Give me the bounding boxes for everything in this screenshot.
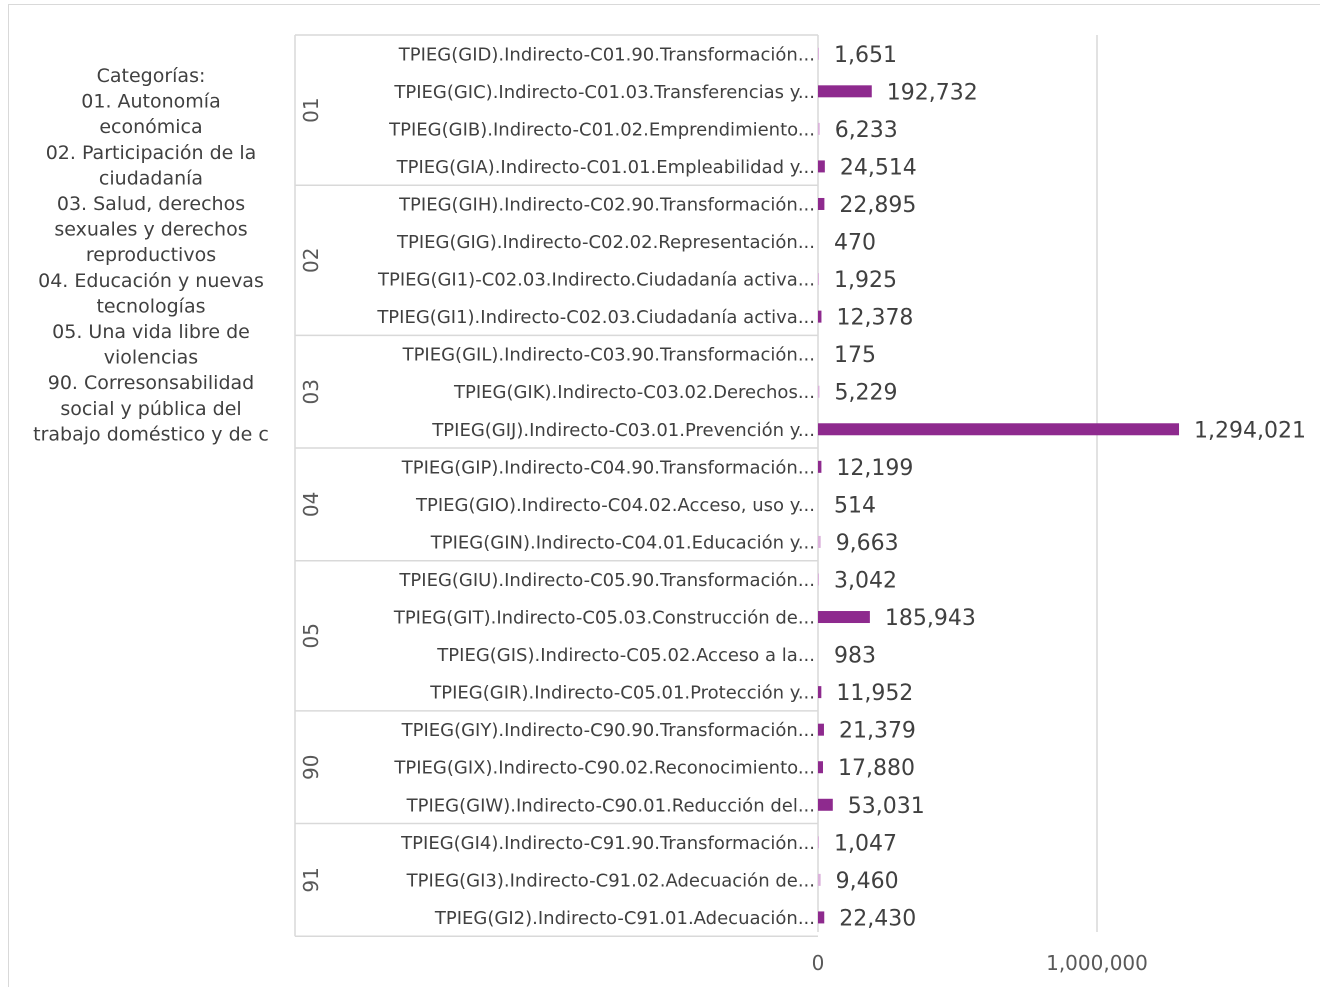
bar xyxy=(818,911,824,923)
bar xyxy=(818,386,819,398)
legend-line: tecnologías xyxy=(96,295,206,318)
category-label: TPIEG(GI1).Indirecto-C02.03.Ciudadanía activa... xyxy=(377,307,815,329)
legend-line: 05. Una vida libre de xyxy=(52,321,250,343)
group-label: 05 xyxy=(299,623,323,649)
category-label: TPIEG(GIJ).Indirecto-C03.01.Prevención y... xyxy=(432,419,815,441)
legend-line: 03. Salud, derechos xyxy=(56,193,246,215)
bar xyxy=(818,85,872,97)
group-label: 03 xyxy=(299,378,323,405)
x-tick-label: 1,000,000 xyxy=(1046,951,1148,975)
data-label: 21,379 xyxy=(838,718,916,744)
data-label: 185,943 xyxy=(884,606,976,632)
legend-line: ciudadanía xyxy=(98,167,204,190)
category-label: TPIEG(GIP).Indirecto-C04.90.Transformación... xyxy=(401,457,815,479)
category-label: TPIEG(GIY).Indirecto-C90.90.Transformación... xyxy=(401,720,815,742)
bar xyxy=(818,724,824,736)
legend-line: sexuales y derechos xyxy=(54,218,248,241)
legend-line: 04. Educación y nuevas xyxy=(38,269,264,292)
category-label: TPIEG(GID).Indirecto-C01.90.Transformación... xyxy=(398,44,815,66)
bar xyxy=(818,123,820,135)
category-label: TPIEG(GIS).Indirecto-C05.02.Acceso a la... xyxy=(437,645,815,667)
data-label: 3,042 xyxy=(834,568,897,594)
data-label: 192,732 xyxy=(886,80,978,106)
data-label: 1,047 xyxy=(834,831,897,857)
data-label: 22,430 xyxy=(839,906,917,932)
data-label: 514 xyxy=(834,493,876,519)
data-label: 1,651 xyxy=(834,42,897,68)
data-label: 17,880 xyxy=(837,756,915,782)
value-labels xyxy=(834,43,1306,932)
category-label: TPIEG(GI1)-C02.03.Indirecto.Ciudadanía activa... xyxy=(377,269,815,291)
category-label: TPIEG(GIX).Indirecto-C90.02.Reconocimiento... xyxy=(394,757,815,779)
data-label: 1,925 xyxy=(834,268,897,294)
category-label: TPIEG(GIH).Indirecto-C02.90.Transformación... xyxy=(399,194,815,216)
data-label: 9,460 xyxy=(835,868,899,894)
group-label: 02 xyxy=(299,247,323,274)
category-label: TPIEG(GIL).Indirecto-C03.90.Transformación... xyxy=(402,344,815,366)
categories-legend xyxy=(33,65,269,445)
group-label: 91 xyxy=(299,867,323,893)
legend-line: violencias xyxy=(103,346,199,369)
category-label: TPIEG(GI4).Indirecto-C91.90.Transformación... xyxy=(401,832,815,854)
category-label: TPIEG(GIT).Indirecto-C05.03.Construcción de... xyxy=(393,607,815,629)
category-label: TPIEG(GIC).Indirecto-C01.03.Transferencias y... xyxy=(394,81,815,103)
bar xyxy=(818,799,833,811)
data-label: 12,378 xyxy=(836,305,914,331)
bar xyxy=(818,536,821,548)
category-label: TPIEG(GI3).Indirecto-C91.02.Adecuación de... xyxy=(406,870,815,892)
data-label: 6,233 xyxy=(834,117,898,143)
data-label: 24,514 xyxy=(839,155,917,181)
group-label: 04 xyxy=(299,491,323,518)
bar xyxy=(818,874,821,886)
data-label: 175 xyxy=(834,343,876,369)
data-label: 470 xyxy=(834,230,876,256)
legend-line: Categorías: xyxy=(96,65,206,87)
bar xyxy=(818,573,819,585)
bar xyxy=(818,198,824,210)
data-label: 53,031 xyxy=(847,793,925,819)
x-tick-label: 0 xyxy=(811,951,825,975)
category-label: TPIEG(GI2).Indirecto-C91.01.Adecuación... xyxy=(434,907,815,929)
legend-line: 02. Participación de la xyxy=(45,141,257,164)
category-label: TPIEG(GIW).Indirecto-C90.01.Reducción del... xyxy=(406,795,815,817)
category-label: TPIEG(GIO).Indirecto-C04.02.Acceso, uso y... xyxy=(416,494,815,516)
category-label: TPIEG(GIU).Indirecto-C05.90.Transformación... xyxy=(399,569,815,591)
bar xyxy=(818,423,1179,435)
legend-line: 01. Autonomía xyxy=(81,90,221,113)
data-label: 1,294,021 xyxy=(1194,418,1307,444)
data-label: 9,663 xyxy=(835,530,899,556)
data-label: 12,199 xyxy=(836,455,914,481)
category-label: TPIEG(GIK).Indirecto-C03.02.Derechos... xyxy=(453,382,815,404)
bar xyxy=(818,48,819,60)
x-axis-ticks xyxy=(812,951,1148,975)
legend-line: social y pública del xyxy=(60,397,242,420)
data-label: 5,229 xyxy=(834,380,898,406)
data-label: 983 xyxy=(834,643,876,669)
legend-line: económica xyxy=(99,116,203,139)
data-label: 22,895 xyxy=(839,192,917,218)
legend-line: trabajo doméstico y de c xyxy=(33,423,269,446)
bar xyxy=(818,611,870,623)
group-labels xyxy=(299,97,323,892)
bar xyxy=(818,686,821,698)
bar xyxy=(818,273,819,285)
category-label: TPIEG(GIN).Indirecto-C04.01.Educación y... xyxy=(430,532,815,554)
category-labels xyxy=(376,44,815,929)
category-label: TPIEG(GIG).Indirecto-C02.02.Representación... xyxy=(397,232,815,254)
category-label: TPIEG(GIB).Indirecto-C01.02.Emprendimiento... xyxy=(389,119,815,141)
group-label: 90 xyxy=(299,754,323,780)
bar xyxy=(818,836,819,848)
bar xyxy=(818,311,821,323)
category-label: TPIEG(GIA).Indirecto-C01.01.Empleabilidad y... xyxy=(396,156,815,178)
bar xyxy=(818,461,821,473)
group-label: 01 xyxy=(299,97,323,123)
data-label: 11,952 xyxy=(836,681,914,707)
legend-line: reproductivos xyxy=(85,244,217,267)
legend-line: 90. Corresonsabilidad xyxy=(47,372,255,395)
category-label: TPIEG(GIR).Indirecto-C05.01.Protección y... xyxy=(430,682,815,704)
bar xyxy=(818,761,823,773)
bar xyxy=(818,160,825,172)
